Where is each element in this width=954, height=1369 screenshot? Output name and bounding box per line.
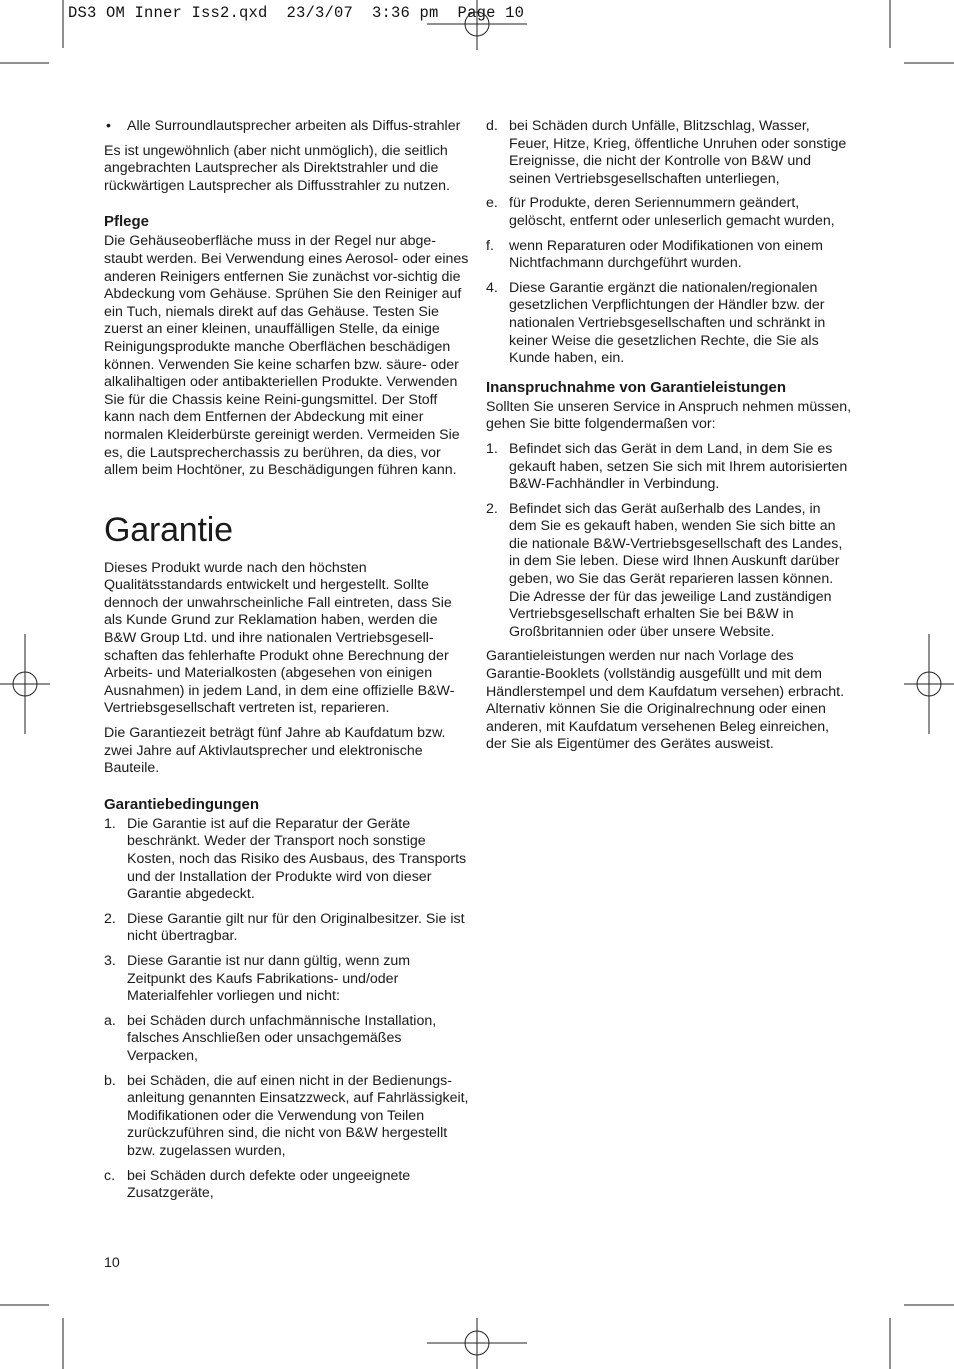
bullet-item [104, 118, 470, 136]
list-marker: d. [486, 118, 498, 134]
list-item [486, 118, 852, 188]
list-text: für Produkte, deren Seriennummern geändert, gelöscht, entfernt oder unleserlich gemacht wurden, [509, 195, 835, 229]
list-text: Diese Garantie gilt nur für den Originalbesitzer. Sie ist nicht übertragbar. [127, 910, 465, 945]
closing-paragraph: Garantieleistungen werden nur nach Vorlage des Garantie-Booklets (vollständig ausgefüllt und mit dem Händlerstempel und dem Kaufdatum versehen) erbracht. Alternativ können Sie die Originalrechnung oder einen anderen, mit Kaufdatum versehenen Beleg einreichen, der Sie als Eigentümer des Gerätes ausweist. [486, 648, 845, 753]
list-text: Diese Garantie ergänzt die nationalen/regionalen gesetzlichen Verpflichtungen der Händler bzw. der nationalen Vertriebsgesellschaften und schränkt in keiner Weise die gesetzlichen Rechte, die Sie als Kunde haben, ein. [509, 279, 826, 367]
right-column [486, 118, 852, 761]
registration-mark-top [427, 0, 527, 50]
list-item [104, 911, 470, 946]
bullet-marker: • [106, 118, 111, 134]
inanspruchnahme-heading: Inanspruchnahme von Garantieleistungen [486, 378, 787, 396]
step-text: Befindet sich das Gerät in dem Land, in dem Sie es gekauft haben, setzen Sie sich mit Ihrem autorisierten B&W-Fachhändler in Verbindung. [509, 440, 848, 493]
list-text: bei Schäden durch unfachmännische Installation, falsches Anschließen oder unsachgemäßes Verpacken, [127, 1012, 437, 1064]
list-marker: b. [104, 1072, 116, 1089]
list-marker: f. [486, 237, 494, 254]
registration-mark-bottom [427, 1318, 527, 1369]
list-text: wenn Reparaturen oder Modifikationen von einem Nichtfachmann durchgeführt wurden. [509, 237, 823, 272]
inanspruchnahme-intro: Sollten Sie unseren Service in Anspruch nehmen müssen, gehen Sie bitte folgendermaßen vor: [486, 398, 852, 433]
registration-mark-right [904, 634, 954, 734]
print-slug: DS3 OM Inner Iss2.qxd 23/3/07 3:36 pm Page 10 [68, 4, 525, 22]
list-item [104, 1013, 470, 1066]
pflege-heading: Pflege [104, 213, 150, 231]
pflege-paragraph: Die Gehäuseoberfläche muss in der Regel nur abge-staubt werden. Bei Verwendung eines Aerosol- oder eines anderen Reinigers entfernen Sie zunächst vor-sichtig die Abdeckung vom Gehäuse. Sprühen Sie den Reiniger auf ein Tuch, niemals direkt auf das Gehäuse. Testen Sie zuerst an einer kleinen, unauffälligen Stelle, da einige Reinigungsprodukte manche Oberflächen beschädigen können. Verwenden Sie keine scharfen bzw. säure- oder alkalihaltigen oder antibakteriellen Produkte. Verwenden Sie für die Chassis keine Reini-gungsmittel. Der Stoff kann nach dem Entfernen der Abdeckung mit einer normalen Kleiderbürste gereinigt werden. Vermeiden Sie es, die Lautsprecherchassis zu berühren, da dies, vor allem beim Hochtöner, zu Beschädigungen führen kann. [104, 233, 469, 479]
list-marker: 4. [486, 279, 498, 296]
list-item [104, 816, 470, 904]
list-text: Die Garantie ist auf die Reparatur der Geräte beschränkt. Weder der Transport noch sonstige Kosten, noch das Risiko des Ausbaus, des Transports und der Installation der Produkte wird von dieser Garantie abgedeckt. [127, 815, 467, 903]
left-column [104, 118, 470, 1210]
intro-paragraph: Es ist ungewöhnlich (aber nicht unmöglich), die seitlich angebrachten Lautsprecher als Direktstrahler und die rückwärtigen Lautsprecher als Diffusstrahler zu nutzen. [104, 142, 450, 194]
step-item [486, 441, 852, 494]
list-marker: c. [104, 1167, 116, 1184]
list-item [104, 1073, 470, 1161]
step-marker: 1. [486, 440, 498, 457]
list-item [486, 238, 852, 273]
list-marker: a. [104, 1012, 116, 1029]
garantie-paragraph-1: Dieses Produkt wurde nach den höchsten Qualitätsstandards entwickelt und hergestellt. Sollte dennoch der unwahrscheinliche Fall eintreten, dass Sie als Kunde Grund zur Reklamation haben, werden die B&W Group Ltd. und ihre nationalen Vertriebsgesell-schaften das fehlerhafte Produkt ohne Berechnung der Arbeits- und Materialkosten (abgesehen von einigen Ausnahmen) in jedem Land, in dem eine offizielle B&W-Vertriebsgesellschaft vertreten ist, reparieren. [104, 559, 455, 717]
garantie-paragraph-2: Die Garantiezeit beträgt fünf Jahre ab Kaufdatum bzw. zwei Jahre auf Aktivlautsprecher und elektronische Bauteile. [104, 725, 446, 777]
list-text: bei Schäden, die auf einen nicht in der Bedienungs-anleitung genannten Einsatzzweck, auf Fahrlässigkeit, Modifikationen oder die Verwendung von Teilen zurückzuführen sind, die nicht von B&W hergestellt bzw. zugelassen wurden, [127, 1072, 469, 1159]
list-text: bei Schäden durch defekte oder ungeeignete Zusatzgeräte, [127, 1167, 411, 1202]
list-item [486, 195, 852, 230]
list-text: Diese Garantie ist nur dann gültig, wenn zum Zeitpunkt des Kaufs Fabrikations- und/oder Materialfehler vorliegen und nicht: [127, 952, 411, 1005]
list-text: bei Schäden durch Unfälle, Blitzschlag, Wasser, Feuer, Hitze, Krieg, öffentliche Unruhen oder sonstige Ereignisse, die nicht der Kontrolle von B&W und seinen Vertriebsgesellschaften unterliegen, [509, 118, 847, 187]
step-item [486, 501, 852, 642]
bullet-text: Alle Surroundlautsprecher arbeiten als Diffus-strahler [127, 118, 461, 134]
list-marker: 1. [104, 815, 116, 832]
garantie-title: Garantie [104, 510, 233, 549]
list-marker: e. [486, 195, 498, 212]
step-marker: 2. [486, 500, 498, 517]
list-item [486, 280, 852, 368]
page-number: 10 [104, 1255, 120, 1271]
registration-mark-left [0, 634, 50, 734]
list-marker: 3. [104, 952, 116, 969]
bedingungen-heading: Garantiebedingungen [104, 795, 260, 813]
list-marker: 2. [104, 910, 116, 927]
step-text: Befindet sich das Gerät außerhalb des Landes, in dem Sie es gekauft haben, wenden Sie sich bitte an die nationale B&W-Vertriebsgesellschaft des Landes, in dem Sie leben. Diese wird Ihnen Auskunft darüber geben, wo Sie das Gerät reparieren lassen können. Die Adresse der für das jeweilige Land zuständigen Vertriebsgesellschaft erhalten Sie bei B&W in Großbritannien oder über unsere Website. [509, 500, 843, 640]
list-item [104, 953, 470, 1006]
list-item [104, 1168, 470, 1203]
